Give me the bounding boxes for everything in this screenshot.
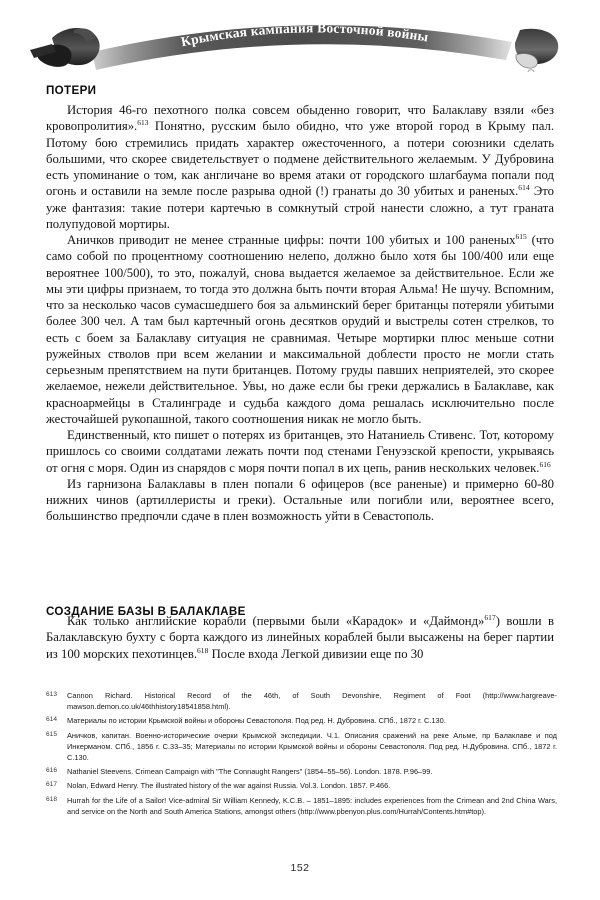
footnote-item bbox=[46, 780, 557, 791]
ribbon-graphic bbox=[0, 8, 600, 72]
footnote-marker[interactable]: 615 bbox=[515, 231, 527, 241]
footnote-item bbox=[46, 766, 557, 777]
footnote-marker[interactable]: 618 bbox=[197, 645, 209, 655]
footnotes-list bbox=[46, 690, 557, 820]
paragraph: Как только английские корабли (первыми были «Карадок» и «Даймонд»$^{617}$) вошли в Балаклавскую бухту с борта каждого из линейных кораблей были высажены на берег партии из 100 морских пехотинцев.$^{618}$ После входа Легкой дивизии еще по 30 bbox=[46, 612, 554, 661]
paragraph: Аничков приводит не менее странные цифры: почти 100 убитых и 100 раненых$^{615}$ (что само собой по процентному соотношению нелепо, должно было хотя бы 100/400 или еще вероятнее 100/500), то это, пожалуй, снова выдается желаемое за действительное. Если же мы эти цифры признаем, то тогда это должна быть почти вторая Альма! Не шучу. Вспомним, что за несколько часов сумасшедшего боя за альминский берег британцы потеряли убитыми более 300 чел. А там был картечный огонь десятков орудий и выстрелы сотен стрелков, то есть с боем за Балаклаву ситуация не сравнимая. Четыре мортирки плюс меньше сотни ружейных стволов при всем желании и максимальной доблести просто не могли стать серьезным препятствием на пути британцев. Потому груды павших неприятелей, это скорее желаемое, нежели действительное. Увы, но даже если бы греки держались в Балаклаве, как красноармейцы в Сталинграде и судьба каждого дома решалась исключительно после жесточайшей рукопашной, такого соотношения никак не могло быть. bbox=[46, 231, 555, 426]
footnote-number[interactable]: 618 bbox=[46, 795, 58, 803]
footnote-item bbox=[46, 715, 557, 726]
footnote-marker[interactable]: 617 bbox=[484, 612, 496, 622]
running-head-ribbon bbox=[0, 8, 600, 72]
footnote-marker[interactable]: 614 bbox=[518, 183, 530, 193]
paragraph: Единственный, кто пишет о потерях из британцев, это Натаниель Стивенс. Тот, которому пришлось со своими солдатами лежать почти под стенами Генуэзской крепости, укрываясь от огня с моря. Один из снарядов с моря почти попал в их цепь, ранив нескольких человек.$^{616}$ bbox=[46, 428, 554, 475]
footnote-item bbox=[46, 795, 557, 817]
footnote-text: Hurrah for the Life of a Sailor! Vice-admiral Sir William Kennedy, K.C.B. – 1851–1895: includes experiences from the Crimean and 2nd China Wars, and service on the North and South America Stations, amongst others (http://www.pbenyon.plus.com/Hurrah/Contents.htm#top). bbox=[67, 795, 557, 816]
section-body-poteri bbox=[46, 102, 554, 525]
ribbon-right-ornament bbox=[515, 29, 558, 72]
footnote-marker[interactable]: 613 bbox=[137, 118, 149, 128]
footnote-number[interactable]: 615 bbox=[46, 730, 58, 738]
paragraph: История 46-го пехотного полка совсем обыденно говорит, что Балаклаву взяли «без кровопролития».$^{613}$ Понятно, русским было обидно, что уже второй город в Крыму пал. Потому бою стремились придать характер ожесточенного, а потери союзники сделать большими, что скорее свидетельствует о подмене действительного желаемым. У Дубровина есть упоминание о том, как англичане во время атаки от городского шлагбаума попали под огонь и оставили на земле после разрыва одной (!) гранаты до 30 убитых и раненых.$^{614}$ Это уже фантазия: такие потери картечью в сомкнутый строй нанести сложно, а тут граната полупудовой мортиры. bbox=[46, 103, 554, 231]
footnote-marker[interactable]: 616 bbox=[539, 459, 551, 469]
footnote-text: Nathaniel Steevens. Crimean Campaign with "The Connaught Rangers" (1854–55–56). London. 1878. P.96–99. bbox=[67, 767, 433, 777]
footnote-text: Материалы по истории Крымской войны и обороны Севастополя. Под ред. Н. Дубровина. СПб., 1872 г. С.130. bbox=[67, 716, 446, 726]
section-heading-sozdanie-bazy: СОЗДАНИЕ БАЗЫ В БАЛАКЛАВЕ bbox=[46, 604, 246, 618]
footnote-number[interactable]: 614 bbox=[46, 716, 58, 724]
footnote-number[interactable]: 616 bbox=[46, 767, 58, 775]
section-heading-poteri: ПОТЕРИ bbox=[46, 83, 97, 97]
running-head-text: Крымская кампания Восточной войны bbox=[179, 20, 430, 50]
footnote-text: Nolan, Edward Henry. The illustrated history of the war against Russia. Vol.3. London. 1857. P.466. bbox=[67, 781, 391, 791]
page-number: 152 bbox=[290, 862, 310, 874]
footnote-number[interactable]: 617 bbox=[46, 781, 58, 789]
footnote-number[interactable]: 613 bbox=[46, 691, 58, 698]
paragraph: Из гарнизона Балаклавы в плен попали 6 офицеров (все раненые) и примерно 60-80 нижних чинов (артиллеристы и греки). Остальные или погибли или, вероятнее всего, большинство предпочли сдаче в плен возможность уйти в Севастополь. bbox=[46, 476, 554, 524]
section-body-sozdanie-bazy bbox=[46, 613, 554, 662]
ribbon-left-ornament bbox=[30, 28, 100, 67]
footnote-text: Cannon Richard. Historical Record of the 46th, of South Devonshire, Regiment of Foot (http://www.hargreave-mawson.demon.co.uk/46thhistory18541858.html). bbox=[67, 691, 557, 712]
footnote-item bbox=[46, 690, 557, 712]
footnote-item bbox=[46, 730, 557, 764]
footnote-text: Аничков, капитан. Военно-исторические очерки Крымской экспедиции. Ч.1. Описания сражений на реке Альме, пр Балаклаве и под Инкерманом. СПб., 1856 г. С.33–35; Материалы по истории Крымской войны и обороны Севастополя. Под ред. Н.Дубровина. СПб., 1872 г. С.130. bbox=[67, 730, 557, 763]
